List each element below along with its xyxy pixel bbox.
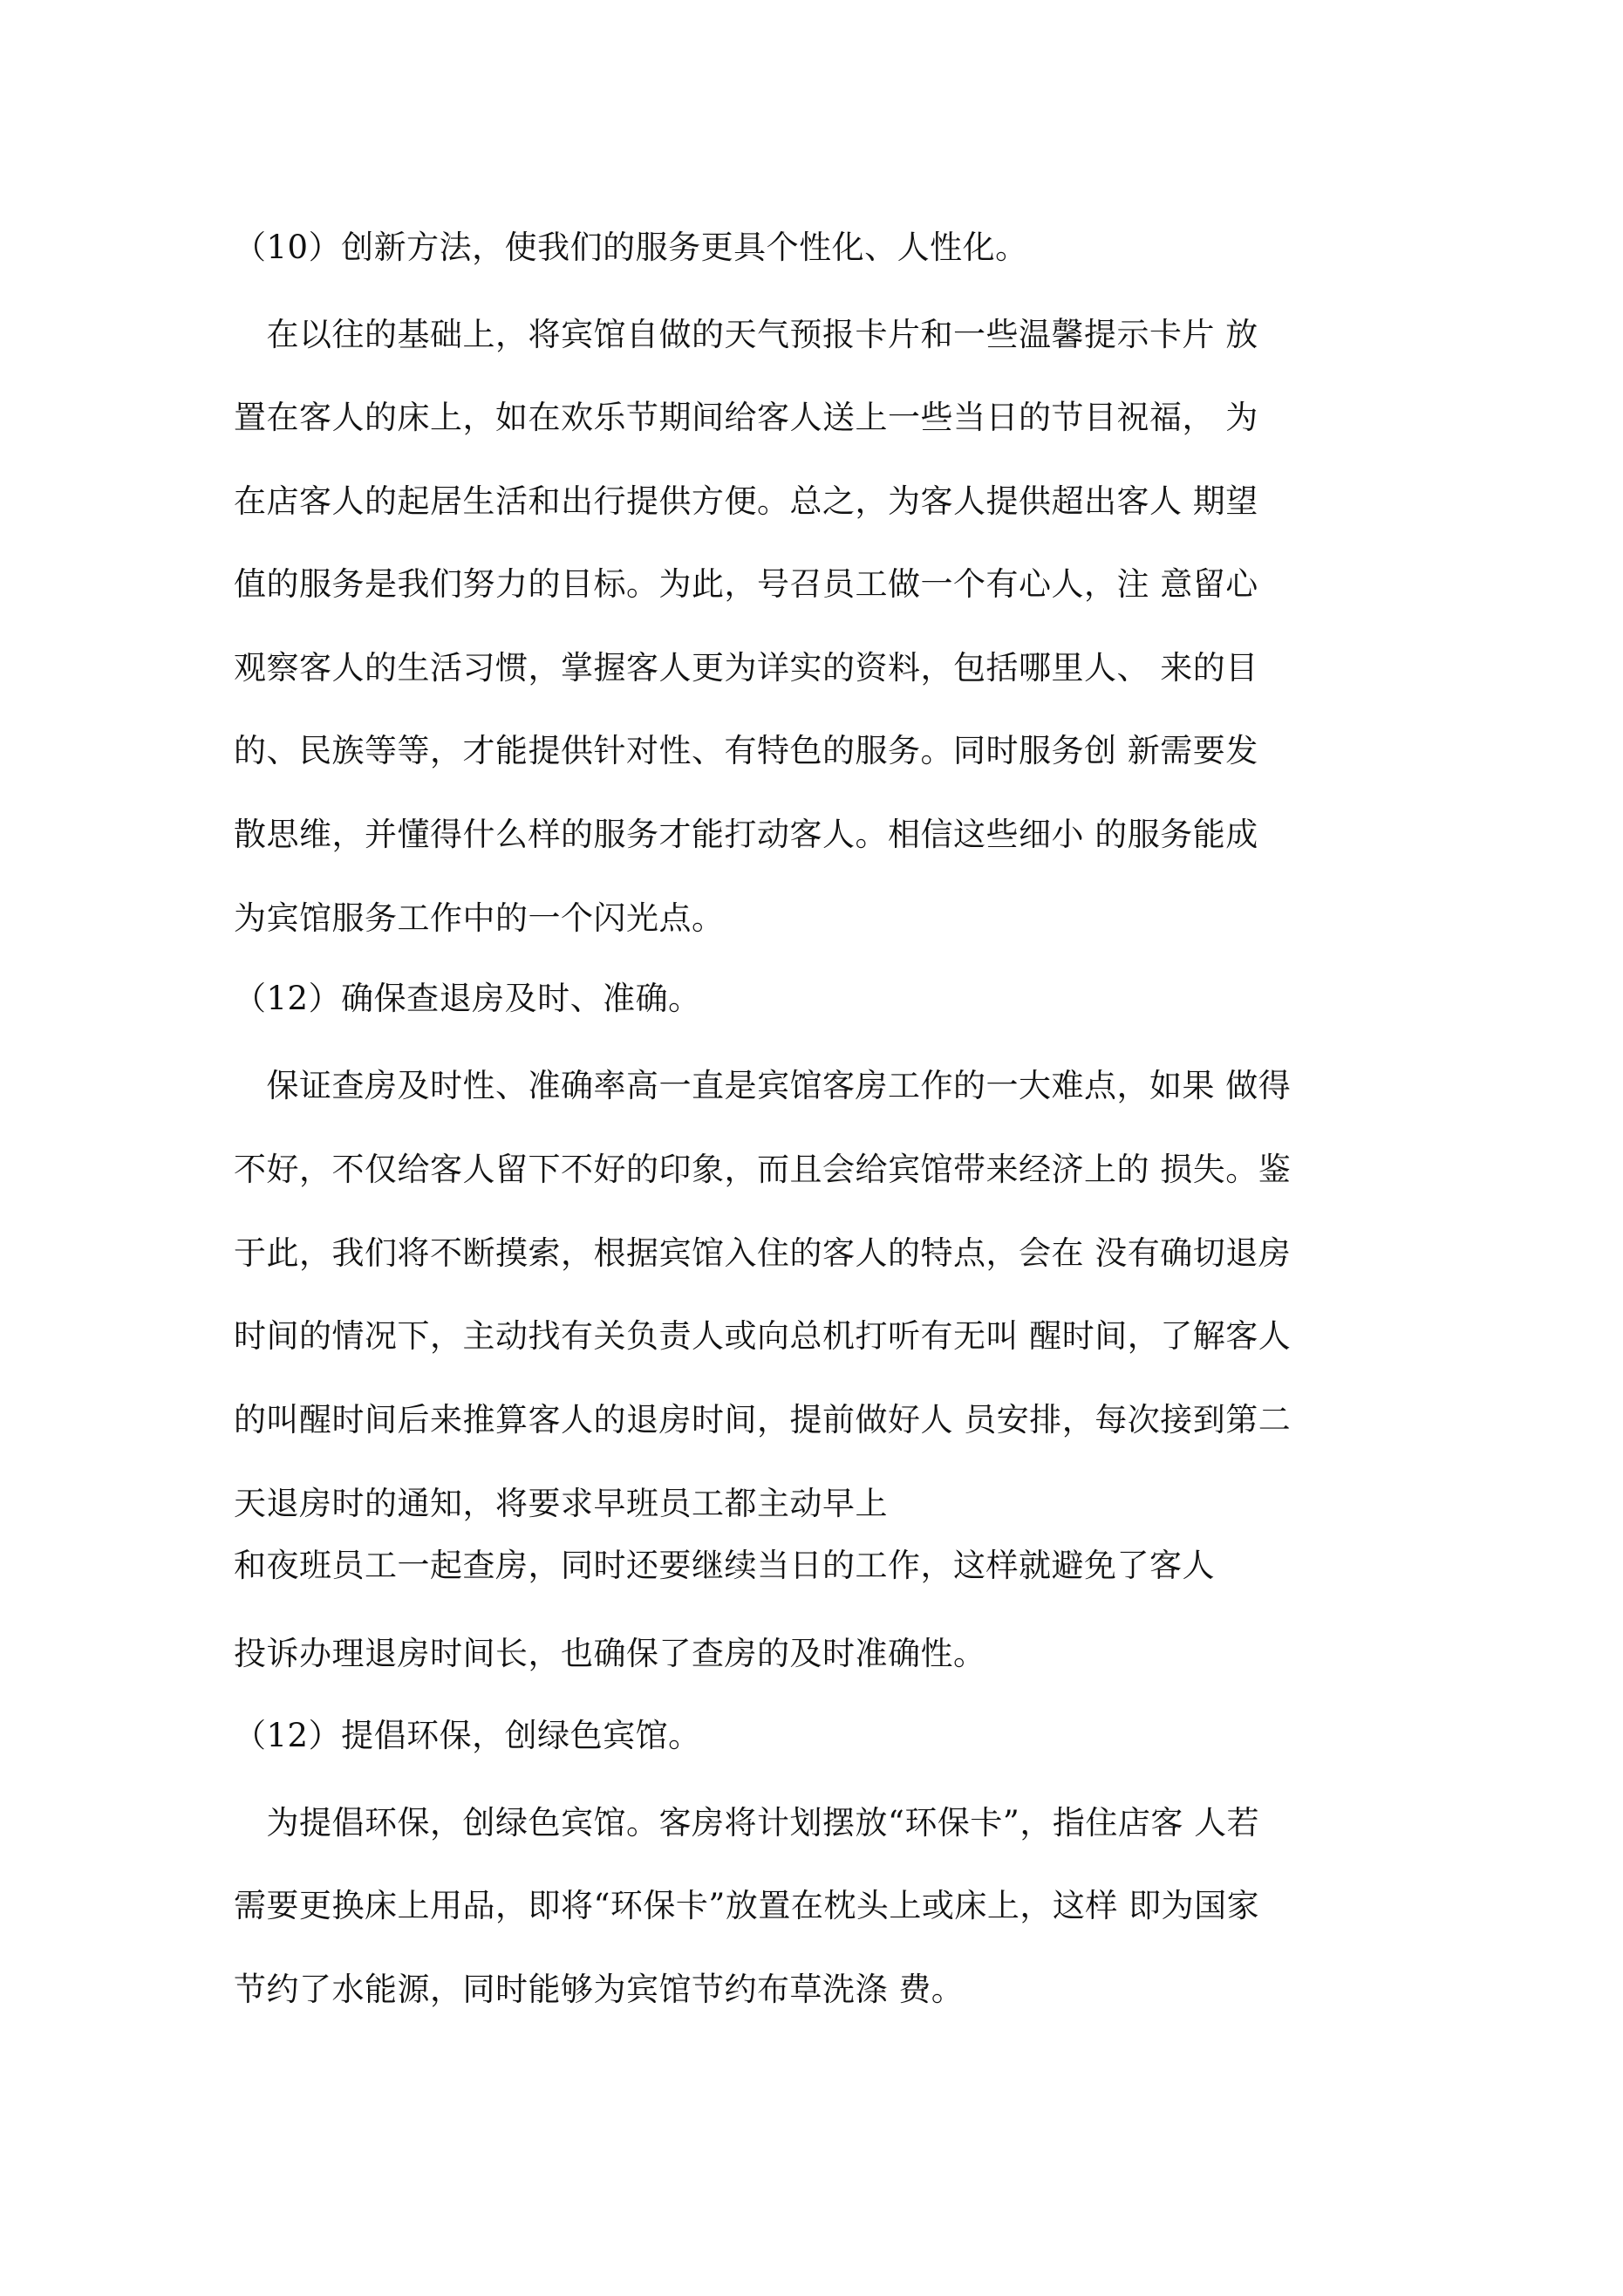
paragraph-line: 散思维，并懂得什么样的服务才能打动客人。相信这些细小 的服务能成	[234, 816, 1258, 853]
paragraph-line: 值的服务是我们努力的目标。为此，号召员工做一个有心人，注 意留心	[234, 565, 1258, 603]
paragraph-line: 为提倡环保，创绿色宾馆。客房将计划摆放“环保卡”，指住店客 人若	[234, 1804, 1260, 1842]
paragraph-line: 的叫醒时间后来推算客人的退房时间，提前做好人 员安排，每次接到第二	[234, 1401, 1292, 1438]
paragraph-line: 时间的情况下，主动找有关负责人或向总机打听有无叫 醒时间，了解客人	[234, 1317, 1292, 1355]
paragraph-line: 保证查房及时性、准确率高一直是宾馆客房工作的一大难点，如果 做得	[234, 1067, 1292, 1104]
paragraph-line: 于此，我们将不断摸索，根据宾馆入住的客人的特点，会在 没有确切退房	[234, 1234, 1292, 1272]
paragraph-line: 观察客人的生活习惯，掌握客人更为详实的资料，包括哪里人、 来的目	[234, 649, 1258, 687]
paragraph-line: 在以往的基础上，将宾馆自做的天气预报卡片和一些温馨提示卡片 放	[234, 316, 1258, 353]
paragraph-line: 天退房时的通知，将要求早班员工都主动早上	[234, 1485, 888, 1522]
paragraph-line: 节约了水能源，同时能够为宾馆节约布草洗涤 费。	[234, 1971, 965, 2008]
paragraph-line: 为宾馆服务工作中的一个闪光点。	[234, 899, 725, 937]
paragraph-line: 不好，不仅给客人留下不好的印象，而且会给宾馆带来经济上的 损失。鉴	[234, 1151, 1292, 1188]
heading-checkout: （12）确保查退房及时、准确。	[234, 980, 701, 1017]
heading-innovation: （10）创新方法，使我们的服务更具个性化、人性化。	[234, 229, 1028, 266]
paragraph-line: 和夜班员工一起查房，同时还要继续当日的工作，这样就避免了客人	[234, 1547, 1215, 1584]
paragraph-line: 置在客人的床上，如在欢乐节期间给客人送上一些当日的节目祝福， 为	[234, 399, 1258, 436]
paragraph-line: 需要更换床上用品，即将“环保卡”放置在枕头上或床上，这样 即为国家	[234, 1887, 1260, 1924]
paragraph-line: 投诉办理退房时间长，也确保了查房的及时准确性。	[234, 1635, 986, 1672]
paragraph-line: 在店客人的起居生活和出行提供方便。总之，为客人提供超出客人 期望	[234, 482, 1258, 520]
paragraph-line: 的、民族等等，才能提供针对性、有特色的服务。同时服务创 新需要发	[234, 732, 1258, 769]
heading-environment: （12）提倡环保，创绿色宾馆。	[234, 1717, 701, 1754]
